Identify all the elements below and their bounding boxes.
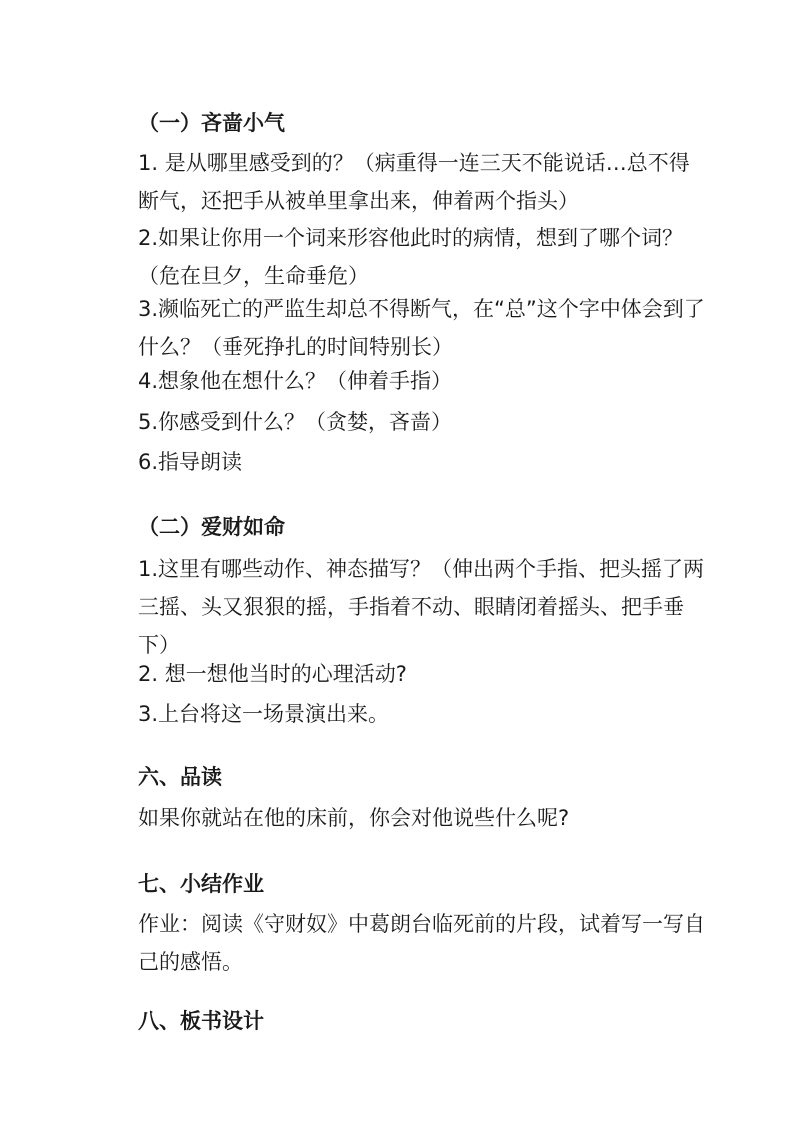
section-heading-7: 七、小结作业 (138, 872, 264, 896)
section-heading-6: 六、品读 (138, 765, 222, 789)
list-item: 4.想象他在想什么？（伸着手指） (138, 369, 453, 393)
list-item: 3.上台将这一场景演出来。 (138, 702, 390, 726)
list-item: 1. 是从哪里感受到的？（病重得一连三天不能说话…总不得断气，还把手从被单里拿出来，伸着两个指头） (138, 151, 690, 213)
paragraph: 如果你就站在他的床前，你会对他说些什么呢? (138, 806, 570, 830)
subsection-title-2: （二）爱财如命 (138, 515, 285, 539)
list-item: 2.如果让你用一个词来形容他此时的病情，想到了哪个词？（危在旦夕，生命垂危） (138, 226, 684, 288)
list-item: 2. 想一想他当时的心理活动? (138, 662, 407, 686)
list-item: 1.这里有哪些动作、神态描写？（伸出两个手指、把头摇了两三摇、头又狠狠的摇，手指着不动、眼睛闭着摇头、把手垂下） (138, 557, 705, 657)
subsection-title-1: （一）吝啬小气 (138, 111, 285, 135)
list-item: 6.指导朗读 (138, 450, 243, 474)
paragraph: 作业：阅读《守财奴》中葛朗台临死前的片段，试着写一写自己的感悟。 (138, 912, 705, 974)
section-heading-8: 八、板书设计 (138, 1009, 264, 1033)
list-item: 3.濒临死亡的严监生却总不得断气，在“总”这个字中体会到了什么？（垂死挣扎的时间特别长） (138, 297, 705, 359)
list-item: 5.你感受到什么？（贪婪，吝啬） (138, 410, 453, 434)
